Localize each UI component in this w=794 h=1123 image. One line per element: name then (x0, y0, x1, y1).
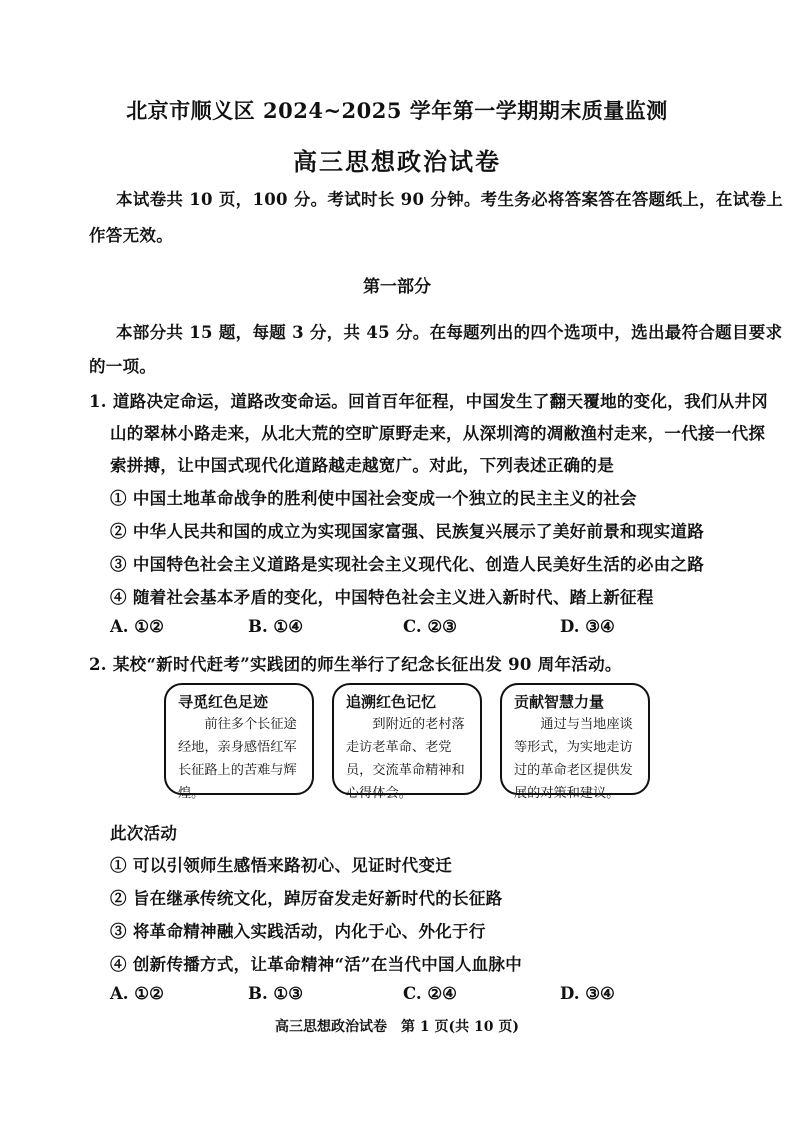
exam-title: 北京市顺义区 2024~2025 学年第一学期期末质量监测 (126, 98, 668, 123)
activity-card-2 (332, 683, 482, 801)
activity-card-1 (164, 683, 314, 801)
activity-card-body: 前往多个长征途经地，亲身感悟红军长征路上的苦难与辉煌。 (178, 717, 297, 801)
page-footer: 高三思想政治试卷 第 1 页(共 10 页) (275, 1019, 519, 1035)
part-heading: 第一部分 (363, 277, 431, 297)
q2-option-c[interactable]: C. ②④ (403, 984, 457, 1003)
q1-option-b[interactable]: B. ①④ (248, 617, 304, 636)
q1-option-d[interactable]: D. ③④ (560, 617, 615, 636)
q1-option-c[interactable]: C. ②③ (403, 617, 457, 636)
exam-subject-title: 高三思想政治试卷 (293, 147, 501, 176)
q2-option-b[interactable]: B. ①③ (248, 984, 304, 1003)
q2-statement-2: ② 旨在继承传统文化，踔厉奋发走好新时代的长征路 (110, 889, 503, 908)
activity-card-title: 寻觅红色足迹 (178, 693, 269, 711)
instructions-line-1: 本试卷共 10 页，100 分。考试时长 90 分钟。考生务必将答案答在答题纸上，在试卷上 (116, 190, 784, 209)
activity-card-title: 贡献智慧力量 (514, 693, 605, 711)
q2-option-a[interactable]: A. ①② (110, 984, 164, 1003)
q1-stem-line-3: 索拼搏，让中国式现代化道路越走越宽广。对此，下列表述正确的是 (110, 456, 614, 475)
part-intro-line-2: 的一项。 (89, 357, 157, 376)
q2-statement-1: ① 可以引领师生感悟来路初心、见证时代变迁 (110, 856, 453, 875)
activity-card-body: 通过与当地座谈等形式，为实地走访过的革命老区提供发展的对策和建议。 (514, 717, 633, 801)
q2-statement-3: ③ 将革命精神融入实践活动，内化于心、外化于行 (110, 922, 486, 941)
q2-statement-4: ④ 创新传播方式，让革命精神“活”在当代中国人血脉中 (110, 955, 523, 974)
q2-option-d[interactable]: D. ③④ (560, 984, 615, 1003)
q1-option-a[interactable]: A. ①② (110, 617, 164, 636)
q1-statement-2: ② 中华人民共和国的成立为实现国家富强、民族复兴展示了美好前景和现实道路 (110, 522, 705, 541)
instructions-line-2: 作答无效。 (89, 226, 173, 245)
activity-card-3 (500, 683, 650, 801)
q1-statement-1: ① 中国土地革命战争的胜利使中国社会变成一个独立的民主主义的社会 (110, 489, 637, 508)
q2-lead: 此次活动 (110, 824, 178, 843)
q1-stem-line-1: 1. 道路决定命运，道路改变命运。回首百年征程，中国发生了翻天覆地的变化，我们从井冈 (89, 392, 769, 411)
part-intro-line-1: 本部分共 15 题，每题 3 分，共 45 分。在每题列出的四个选项中，选出最符合题目要求 (116, 323, 783, 342)
q2-stem: 2. 某校“新时代赶考”实践团的师生举行了纪念长征出发 90 周年活动。 (89, 655, 622, 674)
activity-card-body: 到附近的老村落走访老革命、老党员，交流革命精神和心得体会。 (346, 717, 465, 801)
activity-card-title: 追溯红色记忆 (346, 693, 437, 711)
q1-stem-line-2: 山的翠林小路走来，从北大荒的空旷原野走来，从深圳湾的凋敝渔村走来，一代接一代探 (110, 424, 766, 443)
q1-statement-3: ③ 中国特色社会主义道路是实现社会主义现代化、创造人民美好生活的必由之路 (110, 555, 705, 574)
q1-statement-4: ④ 随着社会基本矛盾的变化，中国特色社会主义进入新时代、踏上新征程 (110, 588, 654, 607)
